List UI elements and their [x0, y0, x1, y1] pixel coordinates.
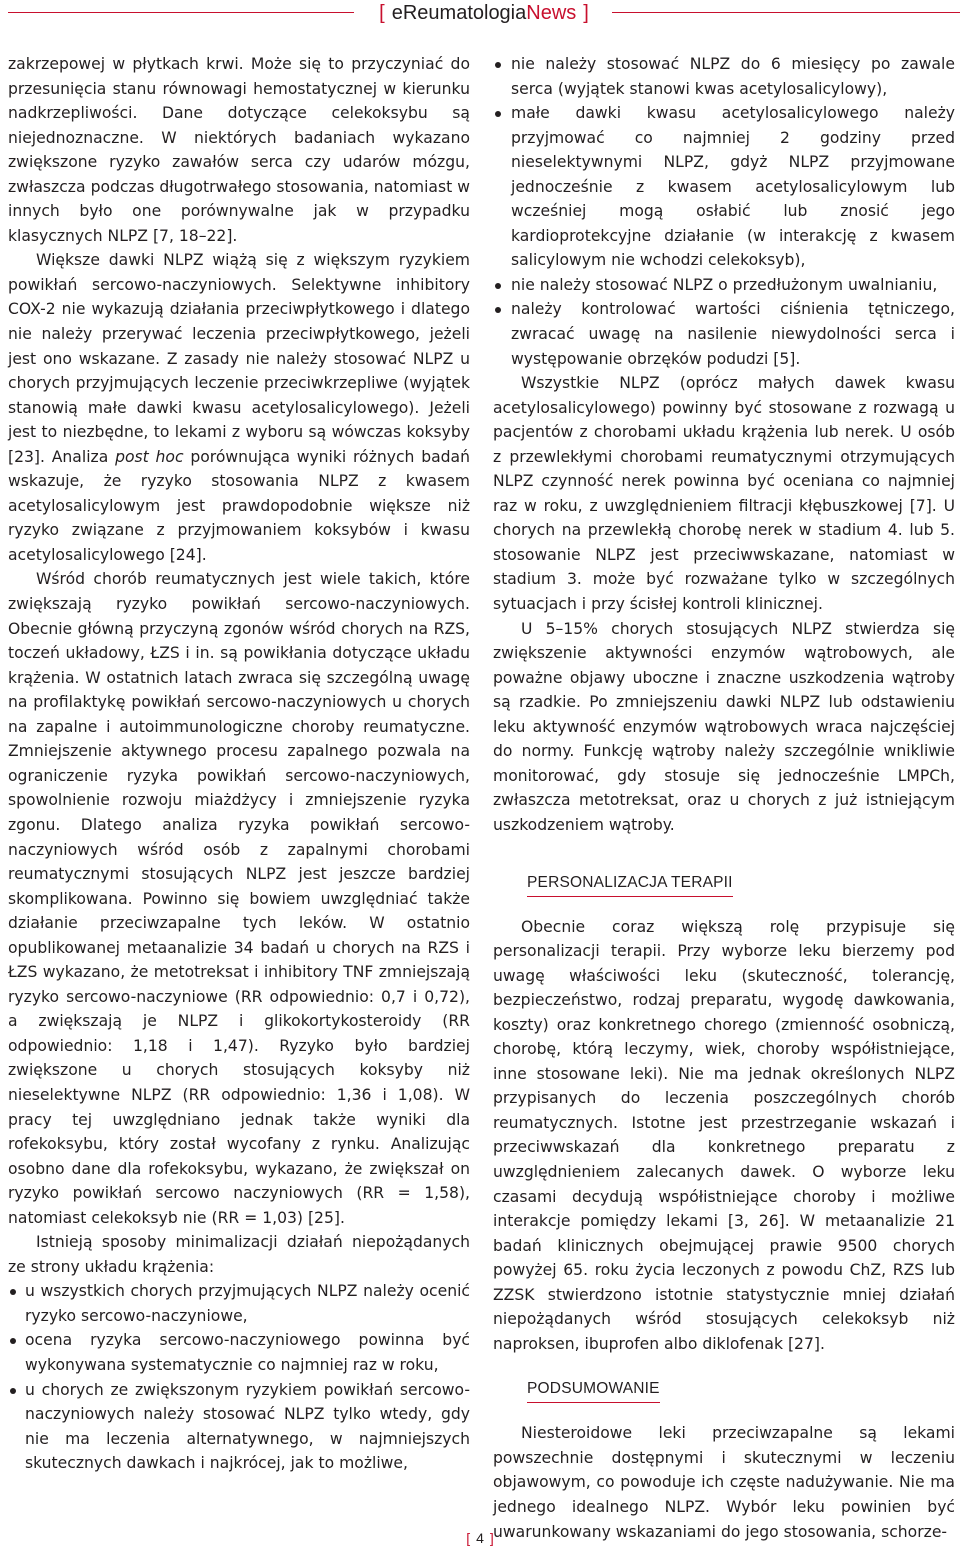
- section-heading-podsumowanie: PODSUMOWANIE: [527, 1378, 660, 1403]
- paragraph: Niesteroidowe leki przeciwzapalne są lekami powszechnie dostępnymi i skutecznymi w leczeniu objawowym, co powoduje ich częste nadużywanie. Nie ma jednego idealnego NLPZ. Wybór leku powinien być uwarunkowany wskazaniami do jego stosowania, schorze-: [493, 1424, 955, 1541]
- paragraph-text: Większe dawki NLPZ wiążą się z większym ryzykiem powikłań sercowo-naczyniowych. Selektywne inhibitory COX-2 nie wykazują działania przeciwpłytkowego i dlatego nie należy przerywać leczenia przeciwpłytkowego, jeżeli jest ono wskazane. Z zasady nie należy stosować NLPZ u chorych przyjmujących leczenie przeciwkrzepliwe (wyjątek stanowią małe dawki kwasu acetylosalicylowego). Jeżeli jest to niezbędne, to lekami z wyboru są wówczas koksyby [23]. Analiza: [8, 251, 470, 466]
- journal-name-part2: News: [526, 2, 577, 24]
- journal-name-part1: eReumatologia: [391, 2, 527, 24]
- left-column: [8, 52, 470, 1476]
- paragraph: Wśród chorób reumatycznych jest wiele takich, które zwiększają ryzyko powikłań sercowo-naczyniowych. Obecnie główną przyczyną zgonów wśród chorych na RZS, toczeń układowy, ŁZS i in. są powikłania dotyczące układu krążenia. W ostatnich latach zwraca się szczególną uwagę na profilaktykę powikłań sercowo-naczyniowych u chorych na zapalne i autoimmunologiczne choroby reumatyczne. Zmniejszenie aktywnego procesu zapalnego pozwala na ograniczenie ryzyka powikłań sercowo-naczyniowych, spowolnienie rozwoju miażdżycy i zmniejszenie ryzyka zgonu. Dlatego analiza ryzyka powikłań sercowo-naczyniowych wśród osób z zapalnymi chorobami reumatycznymi stosujących NLPZ jest jeszcze bardziej skomplikowana. Powinno się bowiem uwzględniać także działanie przeciwzapalne tych leków. W ostatnio opublikowanej metaanalizie 34 badań u chorych na RZS i ŁZS wykazano, że metotreksat i inhibitory TNF zmniejszają ryzyko sercowo-naczyniowe (RR odpowiednio: 0,7 i 0,72), a zwiększają je NLPZ i glikokortykosteroidy (RR odpowiednio: 1,18 i 1,47). Ryzyko było bardziej zwiększone u chorych stosujących koksyby niż nieselektywne NLPZ (RR odpowiednio: 1,36 i 1,08). W pracy tej uwzględniano jednak także wyniki dla rofekoksybu, który został wycofany z rynku. Analizując osobno dane dla rofekoksybu, wykazano, że zwiększał on ryzyko powikłań sercowo naczyniowych (RR = 1,58), natomiast celekoksyb nie (RR = 1,03) [25].: [8, 570, 470, 1227]
- paragraph: [8, 248, 470, 567]
- right-column: [493, 52, 955, 1544]
- list-item: małe dawki kwasu acetylosalicylowego należy przyjmować co najmniej 2 godziny przed nieselektywnymi NLPZ, gdyż NLPZ przyjmowane jednocześnie z kwasem acetylosalicylowym lub wcześniej mogą osłabić lub znosić jego kardioprotekcyjne działanie (w interakcję z kwasem salicylowym nie wchodzi celekoksyb),: [493, 101, 955, 273]
- paragraph: Wszystkie NLPZ (oprócz małych dawek kwasu acetylosalicylowego) powinny być stosowane z rozwagą u pacjentów z chorobami układu krążenia lub nerek. U osób z przewlekłymi chorobami reumatycznymi otrzymujących NLPZ czynność nerek powinna być oceniana co najmniej raz w roku, z uwzględnieniem filtracji kłębuszkowej [7]. U chorych na przewlekłą chorobę nerek w stadium 4. lub 5. stosowanie NLPZ jest przeciwwskazane, natomiast w stadium 3. może być rozważane tylko w szczególnych sytuacjach i przy ścisłej kontroli klinicznej.: [493, 374, 955, 614]
- list-item: nie należy stosować NLPZ o przedłużonym uwalnianiu,: [493, 273, 955, 298]
- page-number: 4: [476, 1530, 484, 1546]
- footer-bracket-close: ]: [489, 1530, 494, 1546]
- bullet-list: [8, 1279, 470, 1475]
- paragraph: U 5–15% chorych stosujących NLPZ stwierdza się zwiększenie aktywności enzymów wątrobowych, ale poważne objawy uboczne i znaczne uszkodzenia wątroby są rzadkie. Po zmniejszeniu dawki NLPZ lub odstawieniu leku aktywność enzymów wątrobowych wraca najczęściej do normy. Funkcję wątroby należy szczególnie wnikliwie monitorować, gdy stosuje się jednocześnie LMPCh, zwłaszcza metotreksat, oraz u chorych z już istniejącym uszkodzeniem wątroby.: [493, 619, 955, 834]
- header-bracket-open: [: [379, 2, 385, 24]
- header-bracket-close: ]: [583, 2, 589, 24]
- header-rule-left: [8, 12, 354, 13]
- footer-bracket-open: [: [466, 1530, 471, 1546]
- list-item: u chorych ze zwiększonym ryzykiem powikłań sercowo-naczyniowych należy stosować NLPZ tylko wtedy, gdy nie ma leczenia alternatywnego, w najmniejszych skutecznych dawkach i najkrócej, jak to możliwe,: [8, 1378, 470, 1476]
- list-item: należy kontrolować wartości ciśnienia tętniczego, zwracać uwagę na nasilenie niewydolności serca i występowanie obrzęków podudzi [5].: [493, 297, 955, 371]
- paragraph: Obecnie coraz większą rolę przypisuje się personalizacji terapii. Przy wyborze leku bierzemy pod uwagę właściwości leku (skuteczność, tolerancję, bezpieczeństwo, rodzaj preparatu, wygodę dawkowania, koszty) oraz konkretnego chorego (zmienność osobniczą, chorobę, którą leczymy, wiek, choroby współistniejące, inne stosowane leki). Nie ma jednak określonych NLPZ przypisanych do leczenia poszczególnych chorób reumatycznych. Istotne jest przestrzeganie wskazań i przeciwwskazań dla konkretnego preparatu z uwzględnieniem zalecanych dawek. O wyborze leku czasami decydują współistniejące choroby i możliwe interakcje pomiędzy lekami [3, 26]. W metaanalizie 21 badań klinicznych obejmującej prawie 9500 chorych powyżej 65. roku życia leczonych z powodu ChZ, RZS lub ZZSK stwierdzono istotnie statystycznie mniej działań niepożądanych wśród stosujących celekoksyb niż naproksen, ibuprofen albo diklofenak [27].: [493, 917, 955, 1353]
- journal-header: [362, 0, 606, 26]
- page-footer: [0, 1528, 960, 1548]
- list-item: nie należy stosować NLPZ do 6 miesięcy po zawale serca (wyjątek stanowi kwas acetylosalicylowy),: [493, 52, 955, 101]
- section-heading-personalizacja: PERSONALIZACJA TERAPII: [527, 872, 733, 897]
- bullet-list: [493, 52, 955, 371]
- list-item: u wszystkich chorych przyjmujących NLPZ należy ocenić ryzyko sercowo-naczyniowe,: [8, 1279, 470, 1328]
- paragraph: zakrzepowej w płytkach krwi. Może się to przyczyniać do przesunięcia stanu równowagi hemostatycznej w kierunku nadkrzepliwości. Dane dotyczące celekoksybu są niejednoznaczne. W niektórych badaniach wykazano zwiększone ryzyko zawałów serca czy udarów mózgu, zwłaszcza podczas długotrwałego stosowania, natomiast w innych było one porównywalne jak w przypadku klasycznych NLPZ [7, 18–22].: [8, 55, 470, 245]
- paragraph: Istnieją sposoby minimalizacji działań niepożądanych ze strony układu krążenia:: [8, 1233, 470, 1276]
- header-rule-right: [612, 12, 960, 13]
- italic-term: post hoc: [115, 447, 184, 466]
- list-item: ocena ryzyka sercowo-naczyniowego powinna być wykonywana systematycznie co najmniej raz w roku,: [8, 1328, 470, 1377]
- paragraph-text: porównująca wyniki różnych badań wskazuje, że ryzyko stosowania NLPZ z kwasem acetylosalicylowym jest prawdopodobnie większe niż ryzyko związane z przyjmowaniem koksybów i kwasu acetylosalicylowego [24].: [8, 447, 470, 564]
